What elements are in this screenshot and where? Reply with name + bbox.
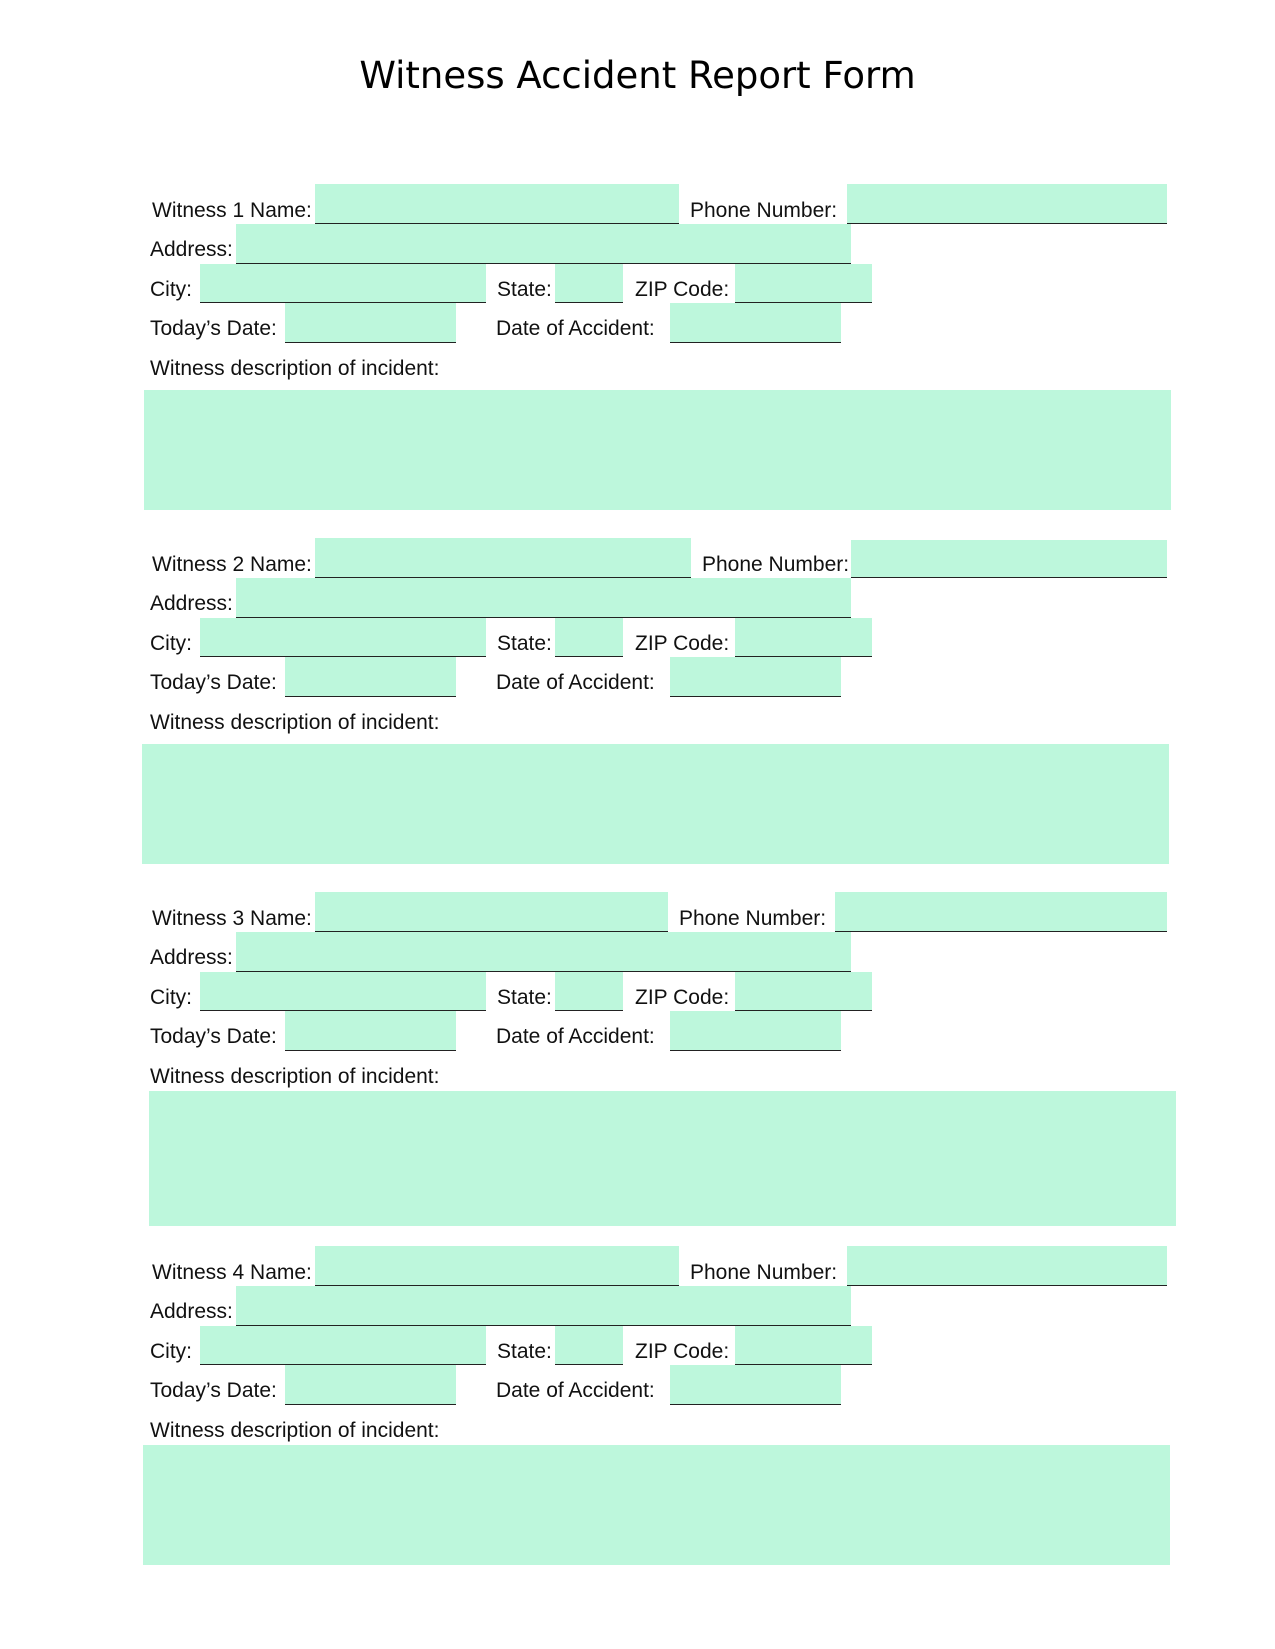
accident-date-field[interactable] xyxy=(670,303,841,343)
witness-name-label: Witness 1 Name: xyxy=(152,199,312,222)
accident-date-label: Date of Accident: xyxy=(496,317,655,340)
city-field[interactable] xyxy=(200,618,486,657)
state-field[interactable] xyxy=(555,618,623,657)
phone-field[interactable] xyxy=(851,540,1167,578)
description-label: Witness description of incident: xyxy=(150,711,440,734)
city-label: City: xyxy=(150,1340,192,1363)
accident-date-field[interactable] xyxy=(670,657,841,697)
description-label: Witness description of incident: xyxy=(150,357,440,380)
phone-field[interactable] xyxy=(835,892,1167,932)
phone-label: Phone Number: xyxy=(702,553,850,576)
city-label: City: xyxy=(150,632,192,655)
city-label: City: xyxy=(150,986,192,1009)
witness-name-field[interactable] xyxy=(315,892,668,932)
witness-name-label: Witness 2 Name: xyxy=(152,553,312,576)
state-field[interactable] xyxy=(555,1326,623,1365)
state-label: State: xyxy=(497,278,552,301)
todays-date-field[interactable] xyxy=(285,1365,456,1405)
todays-date-field[interactable] xyxy=(285,657,456,697)
zip-field[interactable] xyxy=(735,972,872,1011)
accident-date-label: Date of Accident: xyxy=(496,1025,655,1048)
todays-date-label: Today’s Date: xyxy=(150,1379,277,1402)
witness-4-section xyxy=(0,1062,1275,1442)
todays-date-label: Today’s Date: xyxy=(150,317,277,340)
address-label: Address: xyxy=(150,592,233,615)
accident-date-label: Date of Accident: xyxy=(496,671,655,694)
accident-date-field[interactable] xyxy=(670,1011,841,1051)
page-title: Witness Accident Report Form xyxy=(359,54,916,97)
address-label: Address: xyxy=(150,238,233,261)
todays-date-label: Today’s Date: xyxy=(150,671,277,694)
todays-date-field[interactable] xyxy=(285,1011,456,1051)
state-field[interactable] xyxy=(555,972,623,1011)
witness-name-label: Witness 4 Name: xyxy=(152,1261,312,1284)
address-label: Address: xyxy=(150,946,233,969)
witness-3-section xyxy=(0,708,1275,1088)
accident-date-label: Date of Accident: xyxy=(496,1379,655,1402)
address-field[interactable] xyxy=(236,578,851,618)
witness-2-section xyxy=(0,354,1275,734)
city-field[interactable] xyxy=(200,264,486,303)
zip-label: ZIP Code: xyxy=(635,632,730,655)
city-field[interactable] xyxy=(200,1326,486,1365)
accident-date-field[interactable] xyxy=(670,1365,841,1405)
zip-field[interactable] xyxy=(735,618,872,657)
witness-1-section xyxy=(0,0,1275,380)
zip-label: ZIP Code: xyxy=(635,986,730,1009)
city-label: City: xyxy=(150,278,192,301)
witness-name-field[interactable] xyxy=(315,538,691,578)
address-field[interactable] xyxy=(236,932,851,972)
phone-label: Phone Number: xyxy=(690,199,838,222)
state-label: State: xyxy=(497,1340,552,1363)
address-label: Address: xyxy=(150,1300,233,1323)
description-field[interactable] xyxy=(143,1445,1170,1565)
todays-date-label: Today’s Date: xyxy=(150,1025,277,1048)
zip-field[interactable] xyxy=(735,1326,872,1365)
address-field[interactable] xyxy=(236,1286,851,1326)
phone-label: Phone Number: xyxy=(690,1261,838,1284)
city-field[interactable] xyxy=(200,972,486,1011)
todays-date-field[interactable] xyxy=(285,303,456,343)
witness-name-label: Witness 3 Name: xyxy=(152,907,312,930)
witness-name-field[interactable] xyxy=(315,1246,679,1286)
state-label: State: xyxy=(497,632,552,655)
phone-field[interactable] xyxy=(847,184,1167,224)
zip-field[interactable] xyxy=(735,264,872,303)
state-label: State: xyxy=(497,986,552,1009)
phone-field[interactable] xyxy=(847,1246,1167,1286)
state-field[interactable] xyxy=(555,264,623,303)
phone-label: Phone Number: xyxy=(679,907,827,930)
address-field[interactable] xyxy=(236,224,851,264)
description-label: Witness description of incident: xyxy=(150,1065,440,1088)
description-label: Witness description of incident: xyxy=(150,1419,440,1442)
witness-name-field[interactable] xyxy=(315,184,679,224)
zip-label: ZIP Code: xyxy=(635,1340,730,1363)
zip-label: ZIP Code: xyxy=(635,278,730,301)
